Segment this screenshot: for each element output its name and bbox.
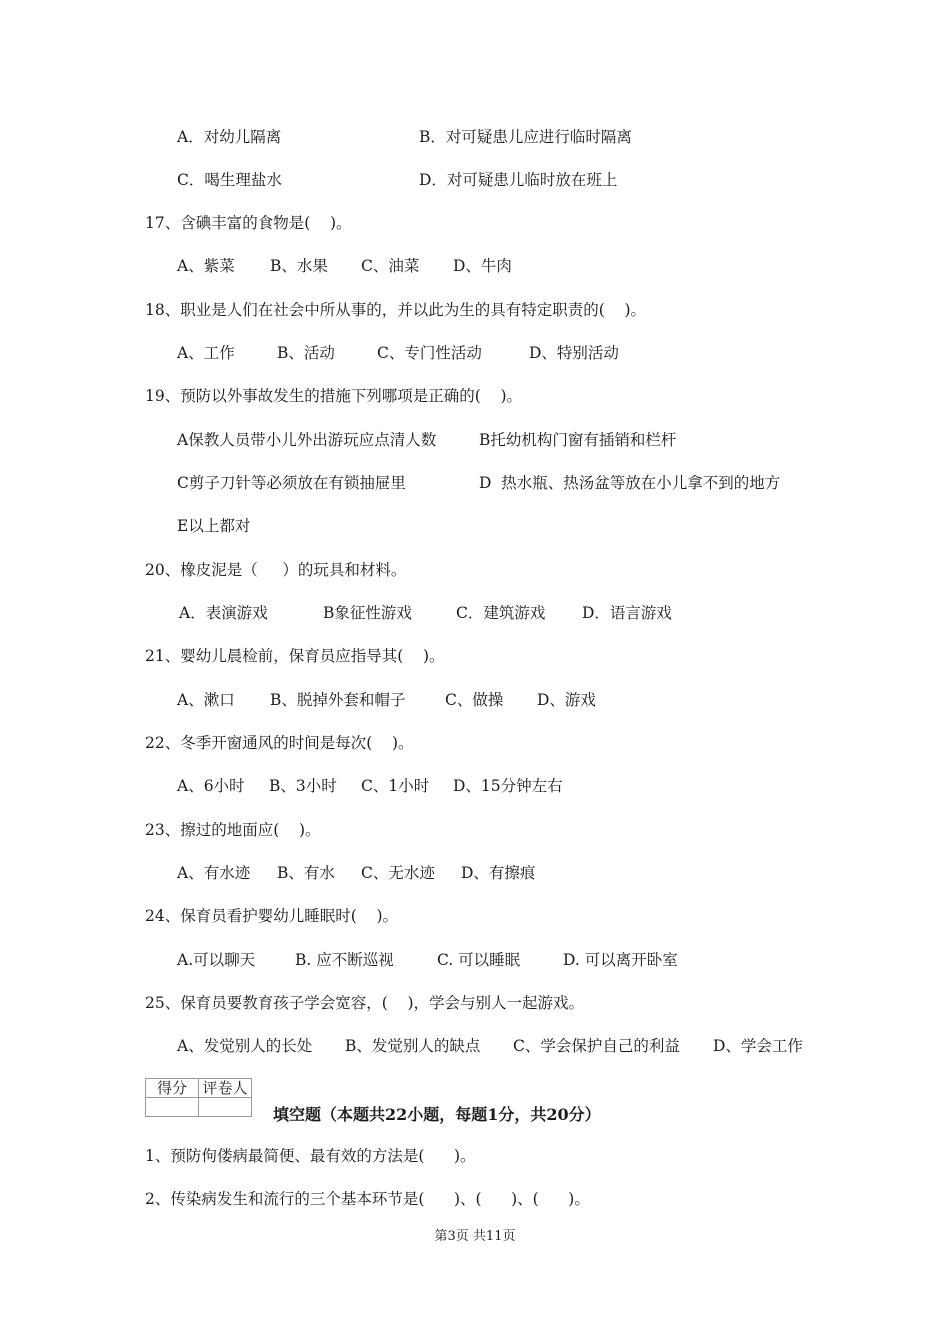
- q25-stem: 25、保育员要教育孩子学会宽容，( )，学会与别人一起游戏。: [145, 994, 585, 1012]
- q21-stem: 21、婴幼儿晨检前，保育员应指导其( )。: [145, 647, 445, 665]
- q19-option-e: E以上都对: [177, 517, 251, 535]
- q16-option-b: B．对可疑患儿应进行临时隔离: [419, 128, 632, 146]
- q24-stem: 24、保育员看护婴幼儿睡眠时( )。: [145, 907, 399, 925]
- q24-option-d: D. 可以离开卧室: [563, 951, 678, 969]
- q25-option-a: A、发觉别人的长处: [177, 1037, 313, 1055]
- q22-option-d: D、15分钟左右: [453, 777, 563, 795]
- q16-option-a: A．对幼儿隔离: [177, 128, 282, 146]
- score-label: 得分: [146, 1079, 199, 1098]
- q19-option-a: A保教人员带小儿外出游玩应点清人数: [177, 431, 437, 449]
- grader-label: 评卷人: [199, 1079, 252, 1098]
- q21-option-c: C、做操: [445, 691, 504, 709]
- q20-stem: 20、橡皮泥是（ ）的玩具和材料。: [145, 561, 407, 579]
- q17-option-a: A、紫菜: [177, 257, 235, 275]
- q22-option-c: C、1小时: [361, 777, 430, 795]
- q18-stem: 18、职业是人们在社会中所从事的，并以此为生的具有特定职责的( )。: [145, 301, 647, 319]
- q25-option-b: B、发觉别人的缺点: [345, 1037, 481, 1055]
- q18-option-b: B、活动: [277, 344, 335, 362]
- q21-option-a: A、漱口: [177, 691, 235, 709]
- q25-option-d: D、学会工作: [713, 1037, 803, 1055]
- q23-option-a: A、有水迹: [177, 864, 251, 882]
- q17-option-d: D、牛肉: [453, 257, 512, 275]
- q24-option-b: B. 应不断巡视: [295, 951, 394, 969]
- q22-stem: 22、冬季开窗通风的时间是每次( )。: [145, 734, 414, 752]
- q22-option-b: B、3小时: [269, 777, 337, 795]
- q23-stem: 23、擦过的地面应( )。: [145, 821, 321, 839]
- q20-option-b: B象征性游戏: [323, 604, 412, 622]
- section-title: 填空题（本题共22小题，每题1分，共20分）: [273, 1105, 601, 1124]
- q23-option-b: B、有水: [277, 864, 335, 882]
- fill-question-2: 2、传染病发生和流行的三个基本环节是( )、( )、( )。: [145, 1190, 590, 1208]
- grader-cell[interactable]: [199, 1098, 252, 1117]
- q19-option-b: B托幼机构门窗有插销和栏杆: [479, 431, 677, 449]
- q16-option-d: D．对可疑患儿临时放在班上: [419, 171, 618, 189]
- q17-option-b: B、水果: [270, 257, 328, 275]
- q23-option-d: D、有擦痕: [461, 864, 536, 882]
- q19-option-d: D 热水瓶、热汤盆等放在小儿拿不到的地方: [479, 474, 781, 492]
- q20-option-d: D．语言游戏: [582, 604, 672, 622]
- score-box: [145, 1078, 252, 1117]
- page-footer: 第3页 共11页: [434, 1229, 516, 1244]
- q19-option-c: C剪子刀针等必须放在有锁抽屉里: [177, 474, 406, 492]
- q18-option-c: C、专门性活动: [377, 344, 482, 362]
- fill-question-1: 1、预防佝偻病最简便、最有效的方法是( )。: [145, 1147, 476, 1165]
- q21-option-d: D、游戏: [537, 691, 596, 709]
- q16-option-c: C．喝生理盐水: [177, 171, 282, 189]
- score-cell[interactable]: [146, 1098, 199, 1117]
- q21-option-b: B、脱掉外套和帽子: [270, 691, 406, 709]
- q18-option-a: A、工作: [177, 344, 235, 362]
- q19-stem: 19、预防以外事故发生的措施下列哪项是正确的( )。: [145, 387, 523, 405]
- q22-option-a: A、6小时: [177, 777, 245, 795]
- q17-stem: 17、含碘丰富的食物是( )。: [145, 214, 352, 232]
- q18-option-d: D、特别活动: [529, 344, 619, 362]
- q24-option-c: C. 可以睡眠: [437, 951, 521, 969]
- q25-option-c: C、学会保护自己的利益: [513, 1037, 680, 1055]
- q20-option-a: A．表演游戏: [179, 604, 268, 622]
- q20-option-c: C．建筑游戏: [456, 604, 546, 622]
- q24-option-a: A.可以聊天: [177, 951, 256, 969]
- q23-option-c: C、无水迹: [361, 864, 435, 882]
- q17-option-c: C、油菜: [361, 257, 420, 275]
